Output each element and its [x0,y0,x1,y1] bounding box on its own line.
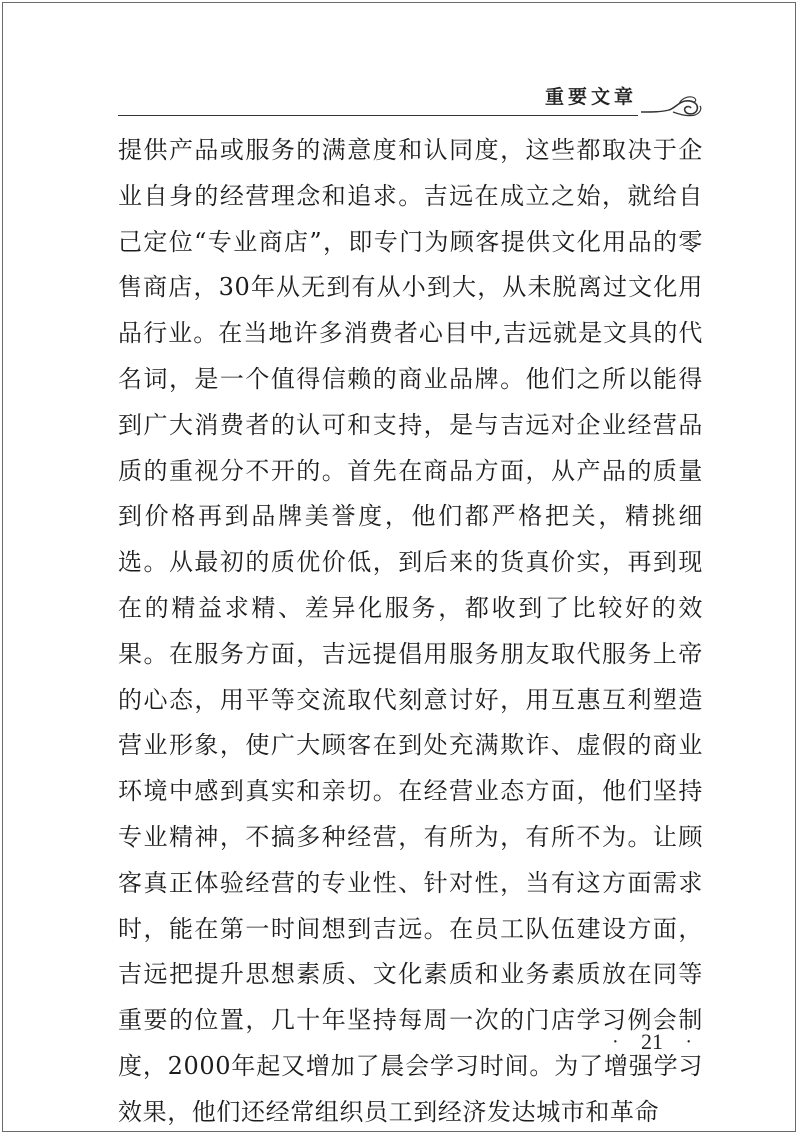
running-header [118,70,703,116]
cloud-scroll-ornament-icon [639,88,703,118]
header-title: 重要文章 [544,86,637,108]
page-number-value: 21 [641,1029,663,1054]
header-rule [118,115,638,116]
page-number-left-dot: · [612,1030,619,1053]
body-paragraph: 提供产品或服务的满意度和认同度，这些都取决于企业自身的经营理念和追求。吉远在成立之始，就给自己定位“专业商店”，即专门为顾客提供文化用品的零售商店，30年从无到有从小到大，从未脱离过文化用品行业。在当地许多消费者心目中,吉远就是文具的代名词，是一个值得信赖的商业品牌。他们之所以能得到广大消费者的认可和支持，是与吉远对企业经营品质的重视分不开的。首先在商品方面，从产品的质量到价格再到品牌美誉度，他们都严格把关，精挑细选。从最初的质优价低，到后来的货真价实，再到现在的精益求精、差异化服务，都收到了比较好的效果。在服务方面，吉远提倡用服务朋友取代服务上帝的心态，用平等交流取代刻意讨好，用互惠互利塑造营业形象，使广大顾客在到处充满欺诈、虚假的商业环境中感到真实和亲切。在经营业态方面，他们坚持专业精神，不搞多种经营，有所为，有所不为。让顾客真正体验经营的专业性、针对性，当有这方面需求时，能在第一时间想到吉远。在员工队伍建设方面，吉远把提升思想素质、文化素质和业务素质放在同等重要的位置，几十年坚持每周一次的门店学习例会制度，2000年起又增加了晨会学习时间。为了增强学习效果，他们还经常组织员工到经济发达城市和革命 [118,136,703,1126]
page-number [612,1026,692,1058]
page-number-right-dot: · [685,1030,692,1053]
